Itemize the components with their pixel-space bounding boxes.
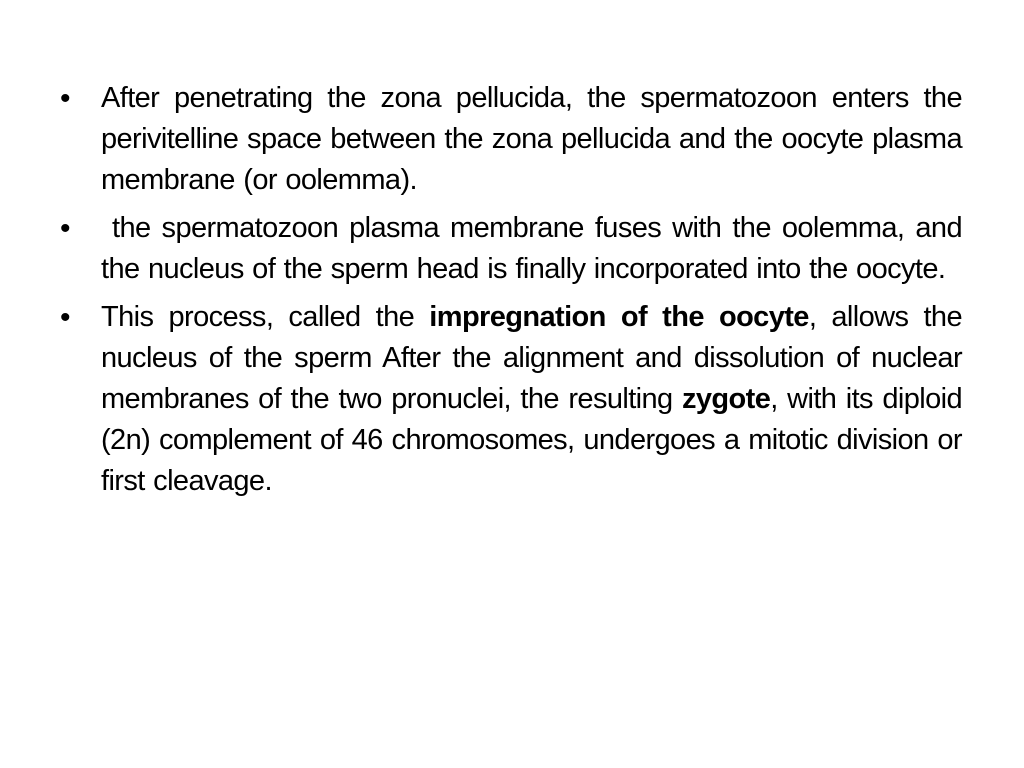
bullet-icon: • <box>60 212 71 245</box>
bullet-text-segment: After penetrating the zona pellucida, the spermatozoon enters the perivitelline space between the zona pellucida and the oocyte plasma membrane (or oolemma). <box>101 82 962 196</box>
bullet-item-2 <box>60 208 971 290</box>
bullet-icon: • <box>60 82 71 115</box>
bullet-icon: • <box>60 301 71 334</box>
bullet-text-segment: the spermatozoon plasma membrane fuses with the oolemma, and the nucleus of the sperm head is finally incorporated into the oocyte. <box>101 212 971 285</box>
bullet-text <box>101 208 971 290</box>
bullet-list <box>60 78 971 509</box>
bullet-text <box>101 297 962 502</box>
bold-term-zygote: zygote <box>682 383 771 415</box>
bullet-text-segment: , with its diploid (2n) complement of 46 chromosomes, undergoes a mitotic division or first cleavage. <box>101 383 962 497</box>
bullet-text-segment: This process, called the <box>101 301 430 333</box>
bullet-text <box>101 78 962 201</box>
bullet-text-segment: , allows the nucleus of the sperm After the alignment and dissolution of nuclear membranes of the two pronuclei, the resulting <box>101 301 962 415</box>
bold-term-impregnation: impregnation of the oocyte <box>429 301 809 333</box>
bullet-item-1 <box>60 78 962 201</box>
bullet-item-3 <box>60 297 962 502</box>
